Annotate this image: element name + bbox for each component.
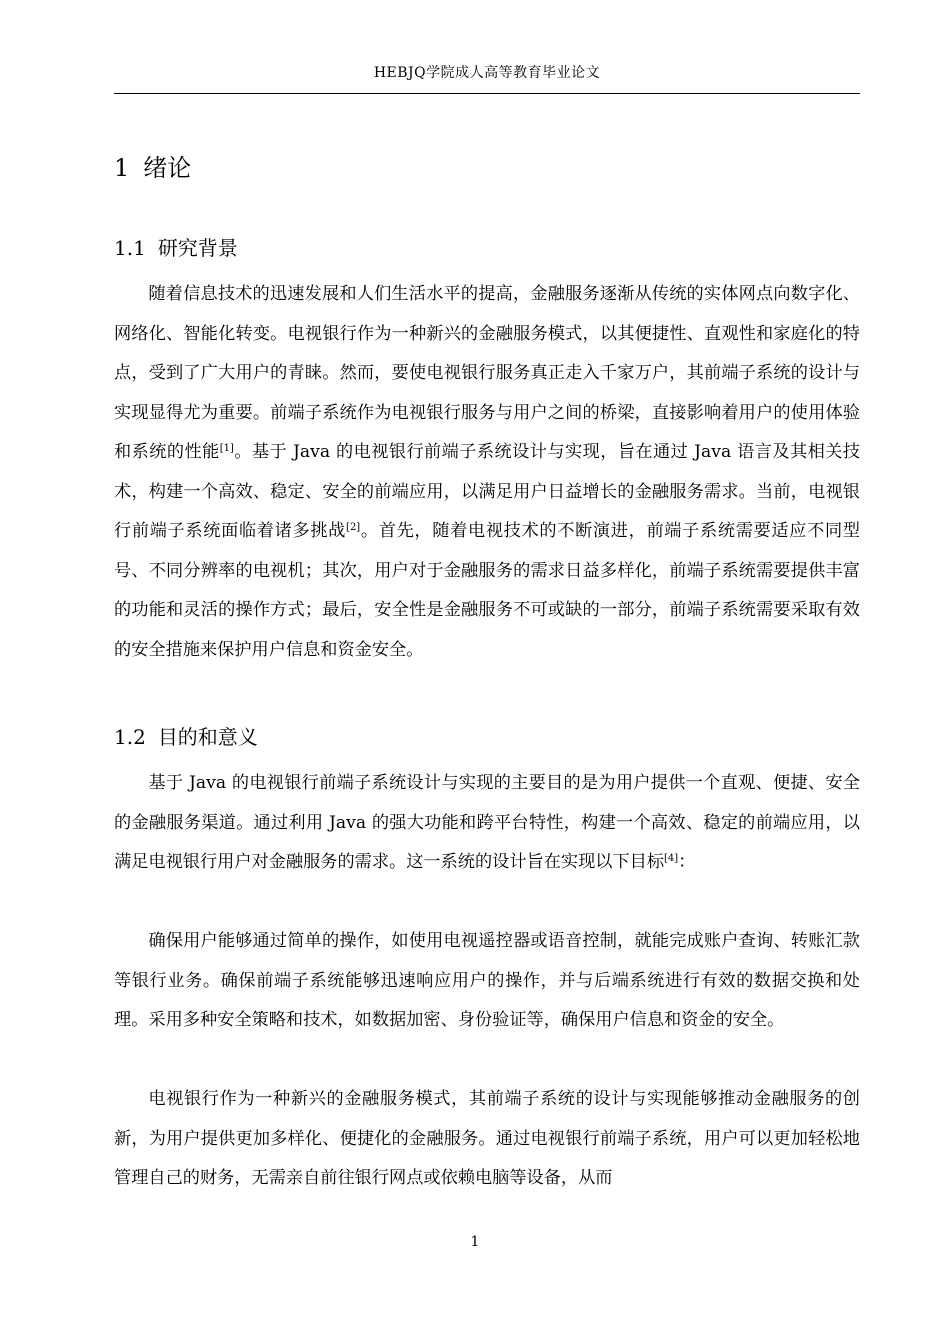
citation-ref-2: [2] xyxy=(346,522,361,533)
citation-ref-1: [1] xyxy=(219,443,234,454)
paragraph-purpose-3: 电视银行作为一种新兴的金融服务模式，其前端子系统的设计与实现能够推动金融服务的创新，为用户提供更加多样化、便捷化的金融服务。通过电视银行前端子系统，用户可以更加轻松地管理自己的财务，无需亲自前往银行网点或依赖电脑等设备，从而 xyxy=(114,1089,860,1188)
chapter-title: 绪论 xyxy=(143,154,192,182)
page-number: 1 xyxy=(470,1234,480,1250)
paragraph-purpose-1: 基于 Java 的电视银行前端子系统设计与实现的主要目的是为用户提供一个直观、便捷、安全的金融服务渠道。通过利用 Java 的强大功能和跨平台特性，构建一个高效、稳定的前端应用，以满足电视银行用户对金融服务的需求。这一系统的设计旨在实现以下目标[4]： xyxy=(114,773,860,872)
running-header: HEBJQ学院成人高等教育毕业论文 xyxy=(373,65,601,81)
section-number: 1.2 xyxy=(114,725,146,749)
citation-ref-4: [4] xyxy=(664,853,679,864)
chapter-heading xyxy=(114,150,191,186)
section-heading-1-1 xyxy=(114,232,238,264)
section-number: 1.1 xyxy=(114,236,146,260)
section-title: 目的和意义 xyxy=(157,725,258,749)
header-rule xyxy=(114,93,860,94)
section-heading-1-2 xyxy=(114,721,258,753)
paragraph-research-background: 随着信息技术的迅速发展和人们生活水平的提高，金融服务逐渐从传统的实体网点向数字化、网络化、智能化转变。电视银行作为一种新兴的金融服务模式，以其便捷性、直观性和家庭化的特点，受到了广大用户的青睐。然而，要使电视银行服务真正走入千家万户，其前端子系统的设计与实现显得尤为重要。前端子系统作为电视银行服务与用户之间的桥梁，直接影响着用户的使用体验和系统的性能[1]。基于 Java 的电视银行前端子系统设计与实现，旨在通过 Java 语言及其相关技术，构建一个高效、稳定、安全的前端应用，以满足用户日益增长的金融服务需求。当前，电视银行前端子系统面临着诸多挑战[2]。首先，随着电视技术的不断演进，前端子系统需要适应不同型号、不同分辨率的电视机；其次，用户对于金融服务的需求日益多样化，前端子系统需要提供丰富的功能和灵活的操作方式；最后，安全性是金融服务不可或缺的一部分，前端子系统需要采取有效的安全措施来保护用户信息和资金安全。 xyxy=(114,284,860,660)
paragraph-purpose-2: 确保用户能够通过简单的操作，如使用电视遥控器或语音控制，就能完成账户查询、转账汇款等银行业务。确保前端子系统能够迅速响应用户的操作，并与后端系统进行有效的数据交换和处理。采用多种安全策略和技术，如数据加密、身份验证等，确保用户信息和资金的安全。 xyxy=(114,931,860,1030)
chapter-number: 1 xyxy=(114,154,130,182)
section-title: 研究背景 xyxy=(157,236,238,260)
